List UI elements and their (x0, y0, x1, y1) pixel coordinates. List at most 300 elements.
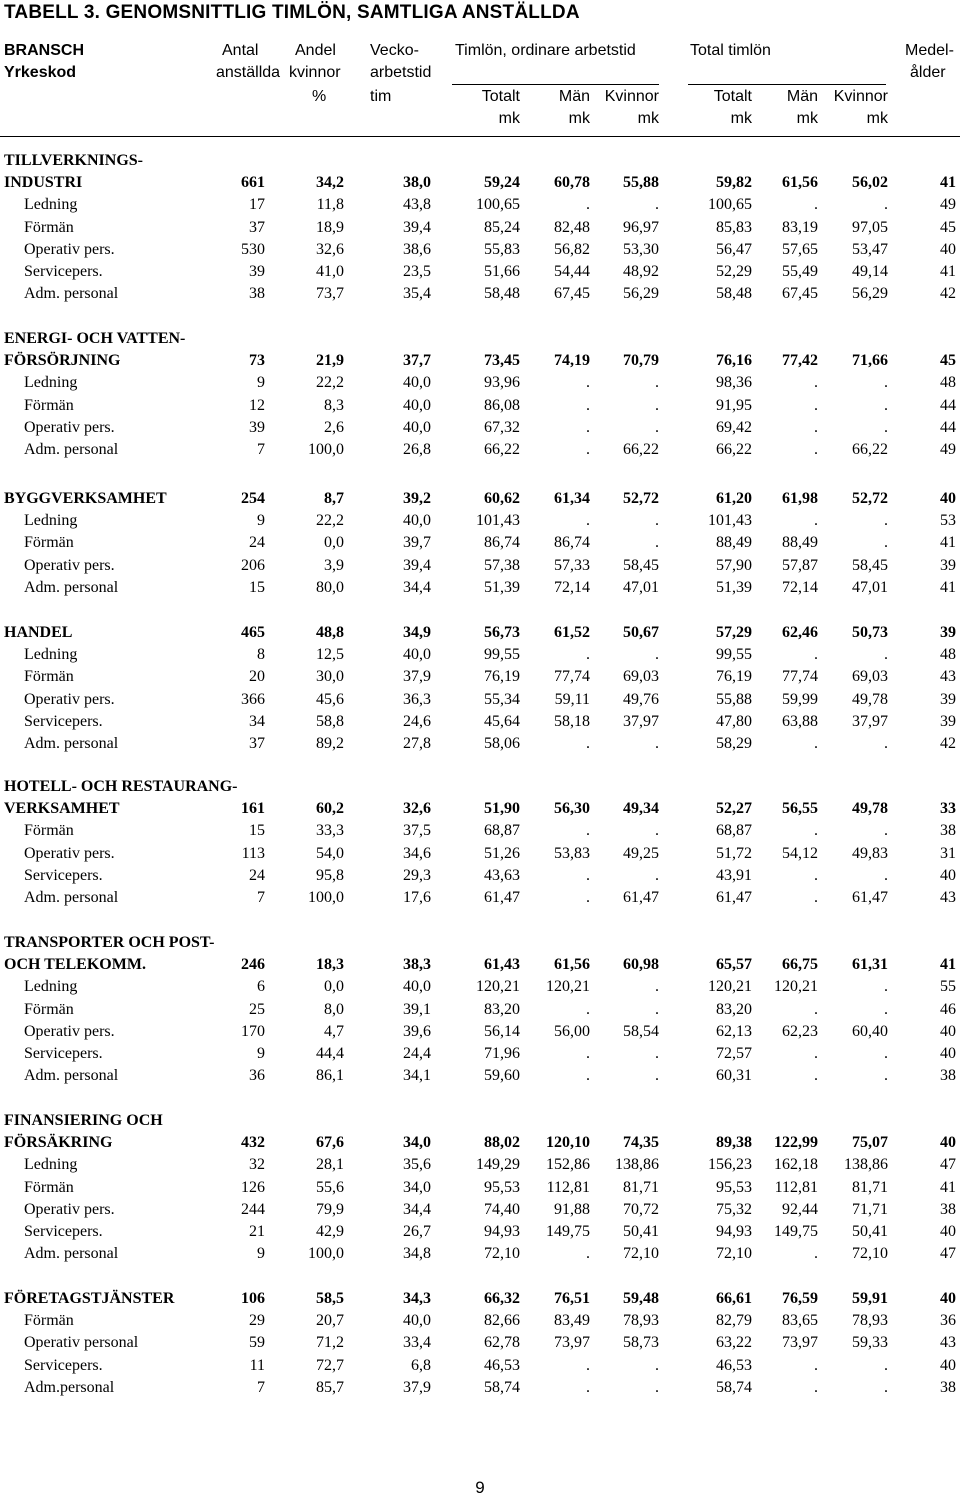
header-unit: mk (568, 110, 590, 127)
table-cell: 49,14 (852, 263, 888, 280)
table-row (0, 261, 960, 283)
table-cell: 8,0 (324, 1001, 344, 1018)
table-cell: . (814, 1067, 818, 1084)
table-cell: . (586, 1067, 590, 1084)
section-name: BYGGVERKSAMHET (4, 490, 167, 507)
table-cell: 31 (940, 845, 956, 862)
table-cell: 49,78 (852, 691, 888, 708)
table-cell: 149,29 (476, 1156, 520, 1173)
table-cell: 95,8 (316, 867, 344, 884)
table-cell: 465 (241, 624, 265, 641)
section-total-row (0, 1132, 960, 1154)
table-cell: 530 (241, 241, 265, 258)
table-cell: . (655, 646, 659, 663)
table-cell: 6,8 (411, 1357, 431, 1374)
table-cell: . (586, 1001, 590, 1018)
table-cell: . (884, 1001, 888, 1018)
table-cell: 85,83 (716, 219, 752, 236)
table-cell: . (814, 646, 818, 663)
table-row (0, 644, 960, 666)
table-row (0, 865, 960, 887)
table-row (0, 1243, 960, 1265)
table-cell: 18,9 (316, 219, 344, 236)
row-label: Operativ personal (24, 1334, 139, 1351)
table-cell: 40,0 (403, 374, 431, 391)
header-man-a: Män (558, 88, 590, 105)
table-cell: . (586, 867, 590, 884)
table-cell: 71,71 (852, 1201, 888, 1218)
section-name: FÖRETAGSTJÄNSTER (4, 1290, 175, 1307)
row-label: Adm.personal (24, 1379, 115, 1396)
table-cell: 39 (940, 557, 956, 574)
table-cell: 45,64 (484, 713, 520, 730)
header-tim: tim (370, 88, 392, 105)
table-cell: 83,19 (782, 219, 818, 236)
table-row (0, 999, 960, 1021)
table-cell: 73,97 (554, 1334, 590, 1351)
table-cell: 71,2 (316, 1334, 344, 1351)
table-cell: 77,42 (782, 352, 818, 369)
table-cell: 60,2 (316, 800, 344, 817)
table-cell: . (884, 978, 888, 995)
table-cell: . (884, 512, 888, 529)
table-cell: 100,0 (308, 889, 344, 906)
table-cell: 149,75 (774, 1223, 818, 1240)
table-cell: 37,5 (403, 822, 431, 839)
table-cell: 67,45 (554, 285, 590, 302)
table-cell: 8,7 (324, 490, 344, 507)
table-cell: 56,30 (554, 800, 590, 817)
row-label: Förmän (24, 397, 74, 414)
table-cell: 58,74 (484, 1379, 520, 1396)
table-cell: 58,8 (316, 713, 344, 730)
table-cell: 63,22 (716, 1334, 752, 1351)
row-label: Servicepers. (24, 263, 103, 280)
table-cell: 61,56 (782, 174, 818, 191)
section-name: HANDEL (4, 624, 73, 641)
table-cell: 40,0 (403, 512, 431, 529)
row-label: Operativ pers. (24, 691, 115, 708)
table-cell: 57,38 (484, 557, 520, 574)
table-cell: 34,4 (403, 1201, 431, 1218)
table-cell: 74,19 (554, 352, 590, 369)
table-row (0, 417, 960, 439)
table-cell: 51,26 (484, 845, 520, 862)
table-cell: 77,74 (782, 668, 818, 685)
table-cell: 37 (249, 735, 265, 752)
table-title: TABELL 3. GENOMSNITTLIG TIMLÖN, SAMTLIGA ANSTÄLLDA (4, 2, 580, 23)
table-cell: 30,0 (316, 668, 344, 685)
table-cell: 43,63 (484, 867, 520, 884)
table-cell: 43 (940, 668, 956, 685)
table-cell: 94,93 (484, 1223, 520, 1240)
table-cell: 48,92 (623, 263, 659, 280)
table-cell: 83,20 (716, 1001, 752, 1018)
table-cell: . (814, 1001, 818, 1018)
table-row (0, 577, 960, 599)
row-label: Servicepers. (24, 1045, 103, 1062)
table-cell: 58,45 (623, 557, 659, 574)
table-cell: 48 (940, 646, 956, 663)
table-cell: 65,57 (716, 956, 752, 973)
table-cell: 50,73 (852, 624, 888, 641)
table-cell: 51,39 (716, 579, 752, 596)
row-label: Ledning (24, 1156, 78, 1173)
table-cell: 52,72 (852, 490, 888, 507)
table-cell: 62,23 (782, 1023, 818, 1040)
table-cell: 101,43 (708, 512, 752, 529)
header-kvinnor-a: Kvinnor (604, 88, 659, 105)
table-cell: 40 (940, 1357, 956, 1374)
table-cell: 41 (940, 174, 956, 191)
table-cell: 98,36 (716, 374, 752, 391)
table-row (0, 283, 960, 305)
table-cell: 39,1 (403, 1001, 431, 1018)
table-cell: . (814, 735, 818, 752)
table-cell: 70,79 (623, 352, 659, 369)
table-cell: 46,53 (716, 1357, 752, 1374)
table-cell: 23,5 (403, 263, 431, 280)
table-cell: 75,32 (716, 1201, 752, 1218)
table-cell: 86,1 (316, 1067, 344, 1084)
row-label: Adm. personal (24, 1245, 119, 1262)
table-cell: 51,90 (484, 800, 520, 817)
table-cell: . (814, 1045, 818, 1062)
table-cell: 41 (940, 263, 956, 280)
table-cell: 34,2 (316, 174, 344, 191)
table-cell: 55,49 (782, 263, 818, 280)
table-cell: 38,6 (403, 241, 431, 258)
table-cell: 152,86 (546, 1156, 590, 1173)
table-cell: 97,05 (852, 219, 888, 236)
header-rule (0, 136, 960, 137)
table-cell: 59,91 (852, 1290, 888, 1307)
table-cell: 106 (241, 1290, 265, 1307)
row-label: Förmän (24, 1312, 74, 1329)
timlon-underline (452, 84, 659, 85)
row-label: Servicepers. (24, 867, 103, 884)
table-row (0, 510, 960, 532)
table-cell: 51,39 (484, 579, 520, 596)
section-total-row (0, 350, 960, 372)
table-cell: 56,00 (554, 1023, 590, 1040)
section-heading: ENERGI- OCH VATTEN- (4, 330, 186, 347)
table-cell: . (655, 534, 659, 551)
table-cell: 6 (257, 978, 265, 995)
table-cell: 56,73 (484, 624, 520, 641)
table-cell: 73,7 (316, 285, 344, 302)
row-label: Ledning (24, 196, 78, 213)
table-cell: 56,29 (852, 285, 888, 302)
table-cell: 93,96 (484, 374, 520, 391)
table-cell: 82,48 (554, 219, 590, 236)
header-yrkeskod: Yrkeskod (4, 64, 77, 81)
table-cell: 112,81 (774, 1179, 818, 1196)
row-label: Adm. personal (24, 735, 119, 752)
row-label: Adm. personal (24, 285, 119, 302)
section-total-row (0, 488, 960, 510)
table-cell: 83,49 (554, 1312, 590, 1329)
table-cell: 28,1 (316, 1156, 344, 1173)
table-cell: . (655, 374, 659, 391)
table-cell: . (884, 1357, 888, 1374)
table-cell: 38 (249, 285, 265, 302)
table-cell: 35,4 (403, 285, 431, 302)
table-cell: 59,33 (852, 1334, 888, 1351)
table-cell: 42 (940, 735, 956, 752)
table-cell: 41 (940, 1179, 956, 1196)
table-cell: 79,9 (316, 1201, 344, 1218)
table-cell: 69,03 (623, 668, 659, 685)
table-cell: 149,75 (546, 1223, 590, 1240)
table-cell: 56,55 (782, 800, 818, 817)
table-cell: 254 (241, 490, 265, 507)
table-cell: 82,79 (716, 1312, 752, 1329)
table-cell: . (814, 419, 818, 436)
table-cell: 66,22 (852, 441, 888, 458)
table-cell: 34,0 (403, 1179, 431, 1196)
table-cell: . (586, 374, 590, 391)
table-cell: . (586, 1379, 590, 1396)
table-row (0, 532, 960, 554)
row-label: Adm. personal (24, 1067, 119, 1084)
table-cell: 34,3 (403, 1290, 431, 1307)
row-label: Servicepers. (24, 713, 103, 730)
table-row (0, 820, 960, 842)
table-cell: 15 (249, 579, 265, 596)
table-cell: 59 (249, 1334, 265, 1351)
table-cell: 38 (940, 822, 956, 839)
table-cell: 206 (241, 557, 265, 574)
header-antal: Antal (222, 42, 259, 59)
table-cell: . (655, 196, 659, 213)
table-cell: 42,9 (316, 1223, 344, 1240)
table-cell: 34,6 (403, 845, 431, 862)
table-cell: 46,53 (484, 1357, 520, 1374)
table-cell: 68,87 (484, 822, 520, 839)
table-cell: 69,42 (716, 419, 752, 436)
table-cell: 39 (249, 419, 265, 436)
table-cell: 99,55 (716, 646, 752, 663)
table-cell: 100,0 (308, 1245, 344, 1262)
table-cell: 3,9 (324, 557, 344, 574)
table-cell: 61,20 (716, 490, 752, 507)
table-cell: . (884, 374, 888, 391)
table-row (0, 1332, 960, 1354)
table-cell: 38,3 (403, 956, 431, 973)
table-cell: 39,7 (403, 534, 431, 551)
table-cell: 38 (940, 1201, 956, 1218)
table-cell: 66,32 (484, 1290, 520, 1307)
table-cell: 73,45 (484, 352, 520, 369)
table-cell: 59,82 (716, 174, 752, 191)
table-row (0, 666, 960, 688)
table-cell: 72,14 (782, 579, 818, 596)
row-label: Förmän (24, 1179, 74, 1196)
table-cell: 47,80 (716, 713, 752, 730)
table-cell: 32,6 (403, 800, 431, 817)
table-row (0, 1221, 960, 1243)
table-cell: 91,95 (716, 397, 752, 414)
table-cell: 62,46 (782, 624, 818, 641)
row-label: Adm. personal (24, 441, 119, 458)
table-cell: . (655, 978, 659, 995)
table-cell: 40,0 (403, 419, 431, 436)
section-heading: HOTELL- OCH RESTAURANG- (4, 778, 238, 795)
table-cell: 55,88 (623, 174, 659, 191)
table-cell: 36 (940, 1312, 956, 1329)
table-cell: . (655, 1045, 659, 1062)
table-cell: 39,4 (403, 219, 431, 236)
table-cell: 47 (940, 1245, 956, 1262)
table-cell: 81,71 (852, 1179, 888, 1196)
table-cell: 22,2 (316, 512, 344, 529)
table-cell: 61,31 (852, 956, 888, 973)
header-percent: % (312, 88, 327, 105)
table-cell: 62,78 (484, 1334, 520, 1351)
table-cell: 100,0 (308, 441, 344, 458)
table-cell: . (884, 1067, 888, 1084)
table-row (0, 1199, 960, 1221)
table-cell: 20 (249, 668, 265, 685)
table-cell: 12 (249, 397, 265, 414)
table-cell: 41 (940, 956, 956, 973)
table-cell: 76,59 (782, 1290, 818, 1307)
table-cell: 120,10 (546, 1134, 590, 1151)
table-row (0, 217, 960, 239)
table-cell: 24 (249, 534, 265, 551)
table-cell: 60,62 (484, 490, 520, 507)
table-cell: 71,66 (852, 352, 888, 369)
table-cell: 47 (940, 1156, 956, 1173)
table-cell: 113 (241, 845, 265, 862)
table-cell: 40 (940, 490, 956, 507)
table-cell: 70,72 (623, 1201, 659, 1218)
table-cell: 72,57 (716, 1045, 752, 1062)
table-cell: 48 (940, 374, 956, 391)
table-cell: 55,88 (716, 691, 752, 708)
table-cell: . (814, 822, 818, 839)
table-cell: 244 (241, 1201, 265, 1218)
table-row (0, 239, 960, 261)
section-name: FÖRSÖRJNING (4, 352, 121, 369)
header-totalt-b: Totalt (713, 88, 752, 105)
table-cell: 61,47 (623, 889, 659, 906)
table-cell: 58,74 (716, 1379, 752, 1396)
header-alder: ålder (910, 64, 946, 81)
table-cell: 80,0 (316, 579, 344, 596)
table-cell: 61,98 (782, 490, 818, 507)
row-label: Servicepers. (24, 1357, 103, 1374)
table-cell: 38 (940, 1067, 956, 1084)
row-label: Adm. personal (24, 579, 119, 596)
table-cell: 120,21 (546, 978, 590, 995)
table-cell: 17 (249, 196, 265, 213)
table-cell: . (586, 196, 590, 213)
header-unit: mk (796, 110, 818, 127)
table-cell: 76,51 (554, 1290, 590, 1307)
table-cell: 9 (257, 1245, 265, 1262)
table-cell: . (655, 1379, 659, 1396)
row-label: Förmän (24, 219, 74, 236)
table-cell: 60,31 (716, 1067, 752, 1084)
table-cell: . (586, 512, 590, 529)
table-cell: 58,54 (623, 1023, 659, 1040)
row-label: Operativ pers. (24, 557, 115, 574)
table-cell: 43,91 (716, 867, 752, 884)
table-cell: 34,0 (403, 1134, 431, 1151)
row-label: Operativ pers. (24, 1201, 115, 1218)
table-cell: 40,0 (403, 978, 431, 995)
table-cell: . (884, 822, 888, 839)
table-cell: 39 (249, 263, 265, 280)
table-cell: 99,55 (484, 646, 520, 663)
table-cell: 66,22 (716, 441, 752, 458)
table-cell: 67,32 (484, 419, 520, 436)
table-cell: 100,65 (476, 196, 520, 213)
table-cell: . (814, 441, 818, 458)
table-cell: 75,07 (852, 1134, 888, 1151)
table-cell: 76,19 (484, 668, 520, 685)
section-name: VERKSAMHET (4, 800, 120, 817)
table-cell: 432 (241, 1134, 265, 1151)
table-cell: 2,6 (324, 419, 344, 436)
table-cell: 56,29 (623, 285, 659, 302)
table-cell: 62,13 (716, 1023, 752, 1040)
table-row (0, 439, 960, 461)
table-cell: 73 (249, 352, 265, 369)
table-cell: 50,41 (623, 1223, 659, 1240)
table-cell: 0,0 (324, 534, 344, 551)
table-cell: 54,12 (782, 845, 818, 862)
table-cell: . (586, 1045, 590, 1062)
table-cell: 24,6 (403, 713, 431, 730)
table-cell: 47,01 (852, 579, 888, 596)
table-cell: 40,0 (403, 646, 431, 663)
table-cell: . (655, 512, 659, 529)
section-total-row (0, 798, 960, 820)
table-cell: 66,22 (623, 441, 659, 458)
table-row (0, 689, 960, 711)
table-cell: 34 (249, 713, 265, 730)
table-cell: 101,43 (476, 512, 520, 529)
table-cell: 40 (940, 241, 956, 258)
row-label: Ledning (24, 374, 78, 391)
table-cell: 7 (257, 441, 265, 458)
table-cell: 53,47 (852, 241, 888, 258)
table-cell: 42 (940, 285, 956, 302)
table-cell: 55,83 (484, 241, 520, 258)
table-cell: . (814, 1357, 818, 1374)
table-cell: 46 (940, 1001, 956, 1018)
table-cell: 11,8 (316, 196, 344, 213)
section-name: INDUSTRI (4, 174, 83, 191)
table-cell: 120,21 (476, 978, 520, 995)
table-cell: 54,0 (316, 845, 344, 862)
table-cell: 55,6 (316, 1179, 344, 1196)
table-cell: 55 (940, 978, 956, 995)
table-cell: 49,76 (623, 691, 659, 708)
table-cell: 162,18 (774, 1156, 818, 1173)
table-cell: . (586, 822, 590, 839)
table-cell: 112,81 (546, 1179, 590, 1196)
section-heading: FINANSIERING OCH (4, 1112, 163, 1129)
table-cell: . (884, 735, 888, 752)
table-cell: 50,41 (852, 1223, 888, 1240)
table-cell: 7 (257, 1379, 265, 1396)
table-cell: 49,83 (852, 845, 888, 862)
row-label: Ledning (24, 646, 78, 663)
